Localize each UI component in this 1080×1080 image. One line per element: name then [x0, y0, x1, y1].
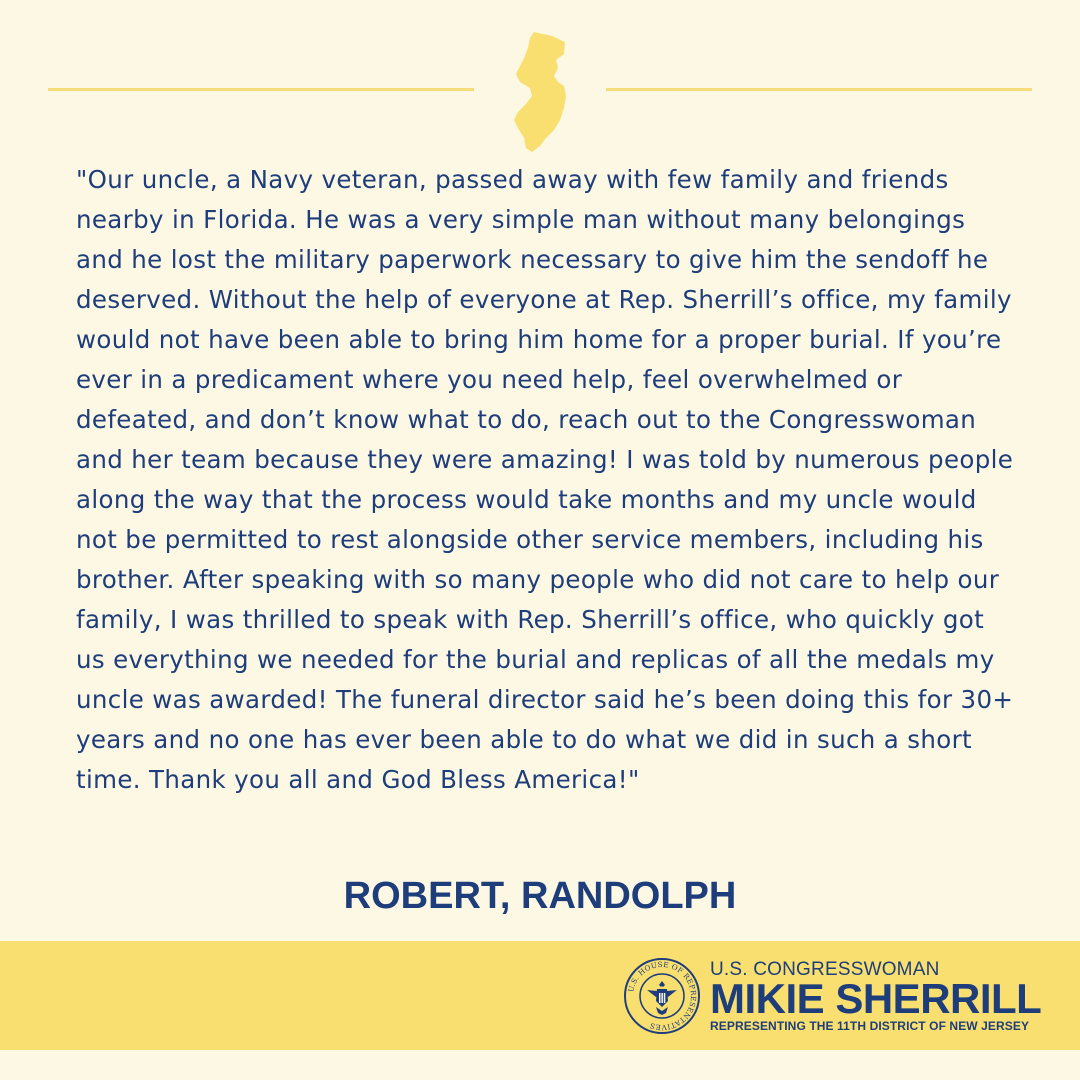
district-subtitle: REPRESENTING THE 11TH DISTRICT OF NEW JERSEY	[710, 1019, 1030, 1033]
office-title: U.S. CONGRESSWOMAN	[710, 959, 940, 980]
testimonial-quote: "Our uncle, a Navy veteran, passed away with few family and friends nearby in Florida. He was a very simple man without many belongings and he lost the military paperwork necessary to give him the sendoff he deserved. Without the help of everyone at Rep. Sherrill’s office, my family would not have been able to bring him home for a proper burial. If you’re ever in a predicament where you need help, feel overwhelmed or defeated, and don’t know what to do, reach out to the Congresswoman and her team because they were amazing! I was told by numerous people along the way that the process would take months and my uncle would not be permitted to rest alongside other service members, including his brother. After speaking with so many people who did not care to help our family, I was thrilled to speak with Rep. Sherrill’s office, who quickly got us everything we needed for the burial and replicas of all the medals my uncle was awarded! The funeral director said he’s been doing this for 30+ years and no one has ever been able to do what we did in such a short time. Thank you all and God Bless America!"	[76, 165, 1014, 794]
divider-right	[606, 88, 1032, 91]
representative-name: MIKIE SHERRILL	[710, 975, 1042, 1022]
footer-banner	[0, 941, 1080, 1050]
new-jersey-map-icon	[508, 30, 572, 154]
seal-text: U.S. HOUSE OF REPRESENTATIVES	[626, 959, 699, 1033]
divider-left	[48, 88, 474, 91]
house-seal-icon	[623, 957, 701, 1035]
testimonial-attribution: ROBERT, RANDOLPH	[343, 875, 737, 917]
